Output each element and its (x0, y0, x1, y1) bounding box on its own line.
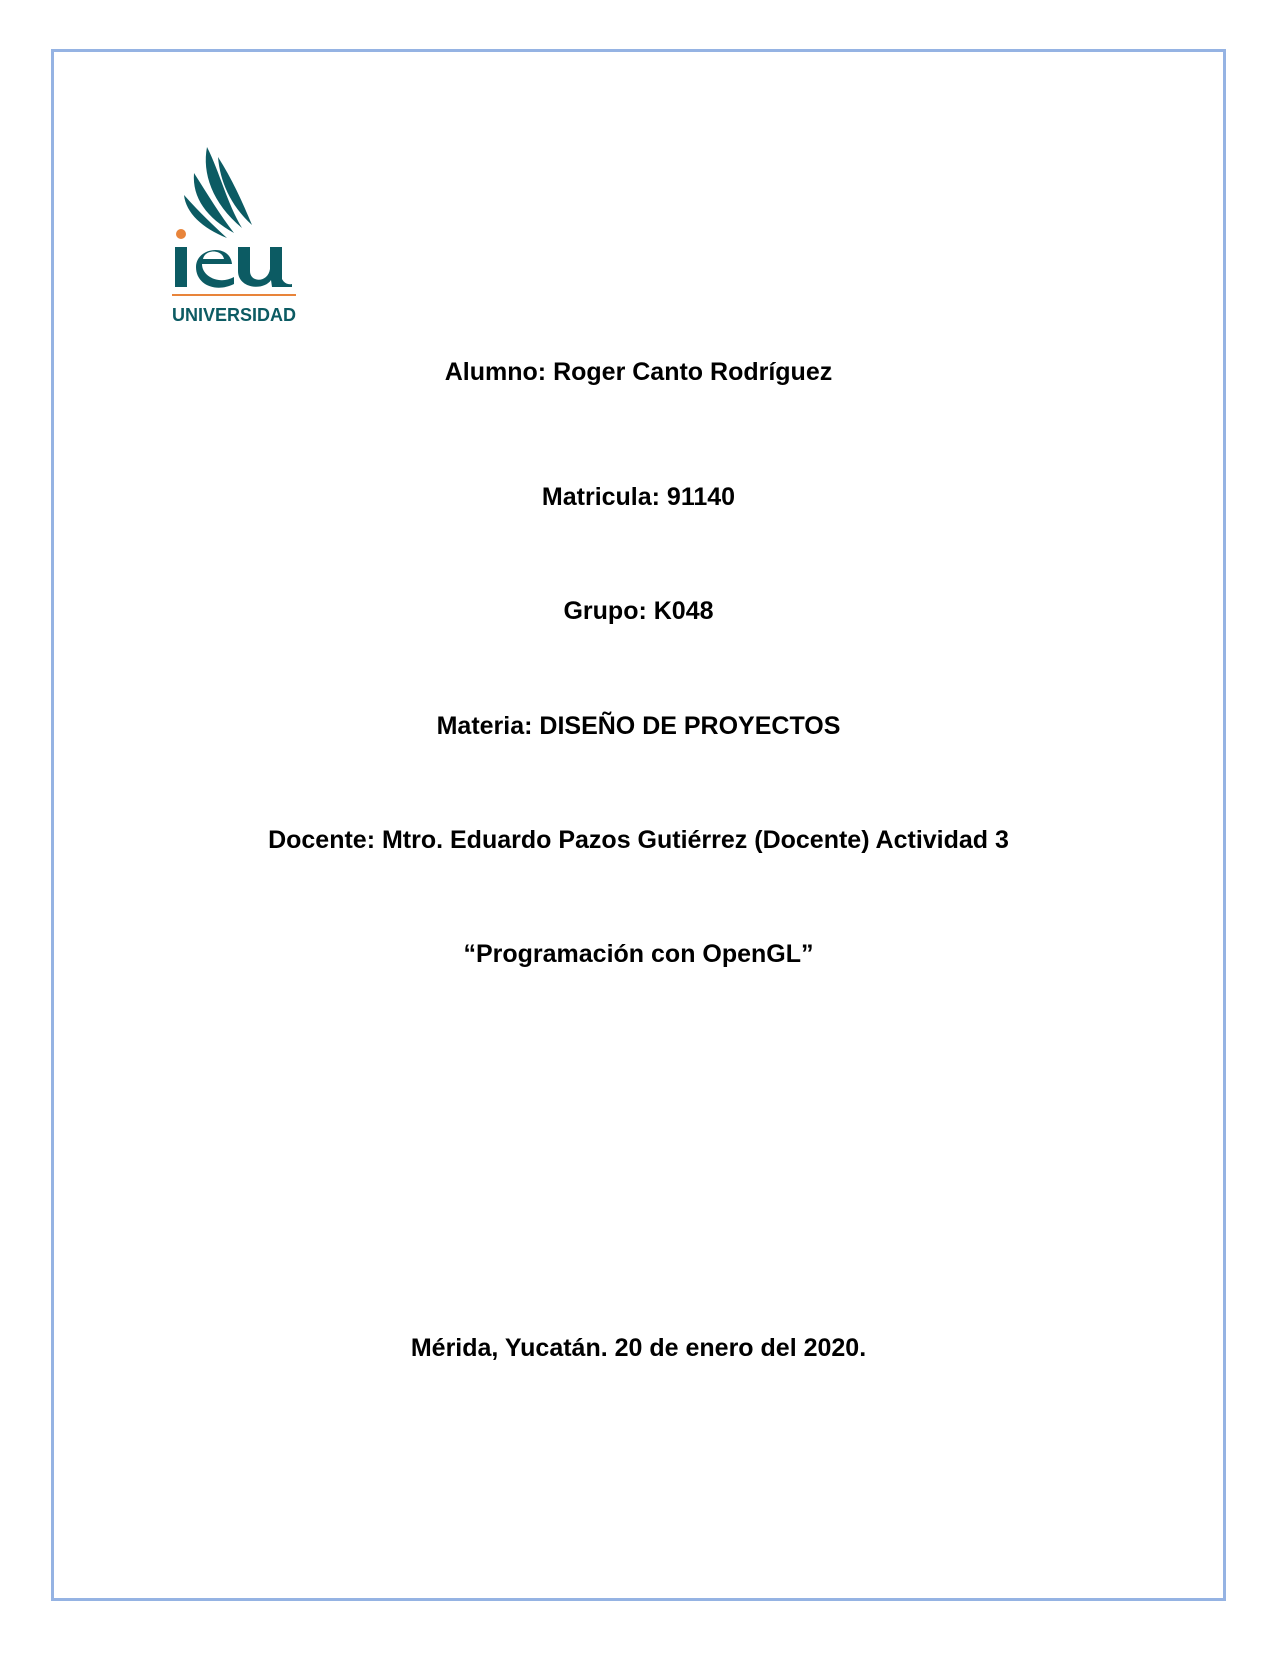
ieu-logo-graphic (172, 143, 302, 338)
teacher-activity: Docente: Mtro. Eduardo Pazos Gutiérrez (Docente) Actividad 3 (268, 826, 1009, 854)
logo-subtitle: UNIVERSIDAD (172, 305, 296, 325)
subject: Materia: DISEÑO DE PROYECTOS (436, 712, 841, 740)
enrollment-number: Matricula: 91140 (541, 483, 736, 511)
university-logo (172, 143, 302, 338)
document-title: “Programación con OpenGL” (463, 940, 814, 968)
group: Grupo: K048 (563, 597, 714, 625)
place-date: Mérida, Yucatán. 20 de enero del 2020. (410, 1334, 867, 1362)
student-name: Alumno: Roger Canto Rodríguez (444, 358, 833, 386)
